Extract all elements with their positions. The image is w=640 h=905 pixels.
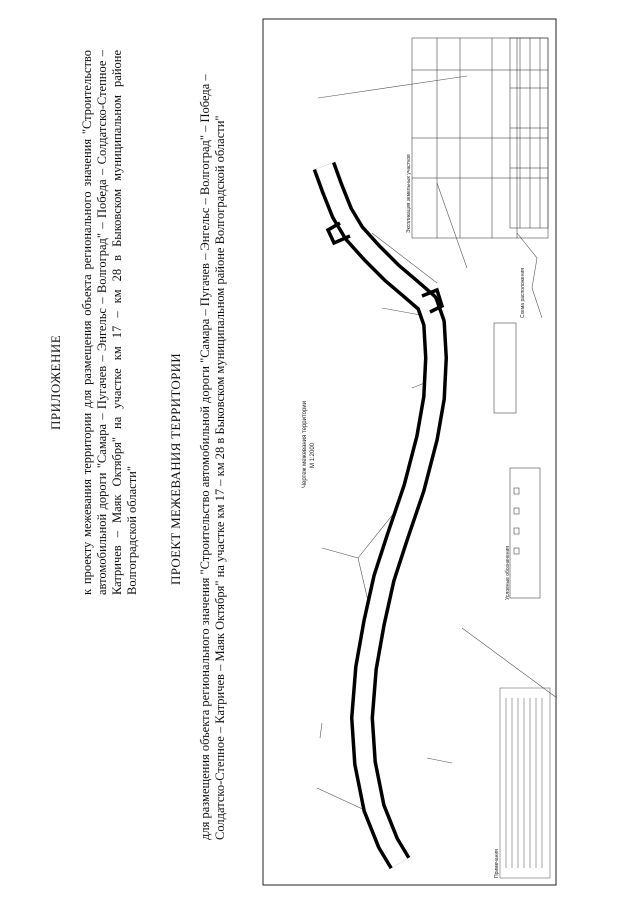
project-title: ПРОЕКТ МЕЖЕВАНИЯ ТЕРРИТОРИИ [168,353,183,585]
appendix-heading: ПРИЛОЖЕНИЕ [48,334,63,430]
project-desc-line-1: для размещения объекта регионального значения "Строительство автомобильной дороги "Самара – Пугачев – Энгельс – Волгоград" – Победа – [198,74,212,840]
notes-title: Примечания [494,849,500,878]
title-block [510,38,548,228]
road-corridor-inner [324,166,436,863]
project-desc-line-2: Солдатско-Степное – Катричев – Маяк Октября" на участке км 17 – км 28 в Быковском муниципальном районе Волгоградской области" [213,115,227,840]
explication-title: Экспликация земельных участков [406,154,412,233]
legend-title: Условные обозначения [505,545,511,600]
drawing-scale: М 1:2000 [310,442,316,468]
legend-box [510,468,540,598]
project-description [198,60,228,840]
cadastral-drawing-sheet [262,18,557,886]
scheme-label: Схема расположения [520,268,526,318]
legend-box-2 [494,323,516,413]
appendix-line-2: в Быковском муниципальном районе Волгоградской области" [110,49,139,595]
notes-block [500,688,550,878]
appendix-line-1: к проекту межевания территории для размещения объекта регионального значения "Строительство автомобильной дороги "Самара – Пугачев – Энгельс – Волгоград" – Победа – Солдатско-Степное – Катричев – Маяк Октября" на участке км 17 – км 28 [80,50,124,595]
explication-table [412,38,548,238]
appendix-text [80,50,140,595]
drawing-title: Чертеж межевания территории [302,400,308,488]
